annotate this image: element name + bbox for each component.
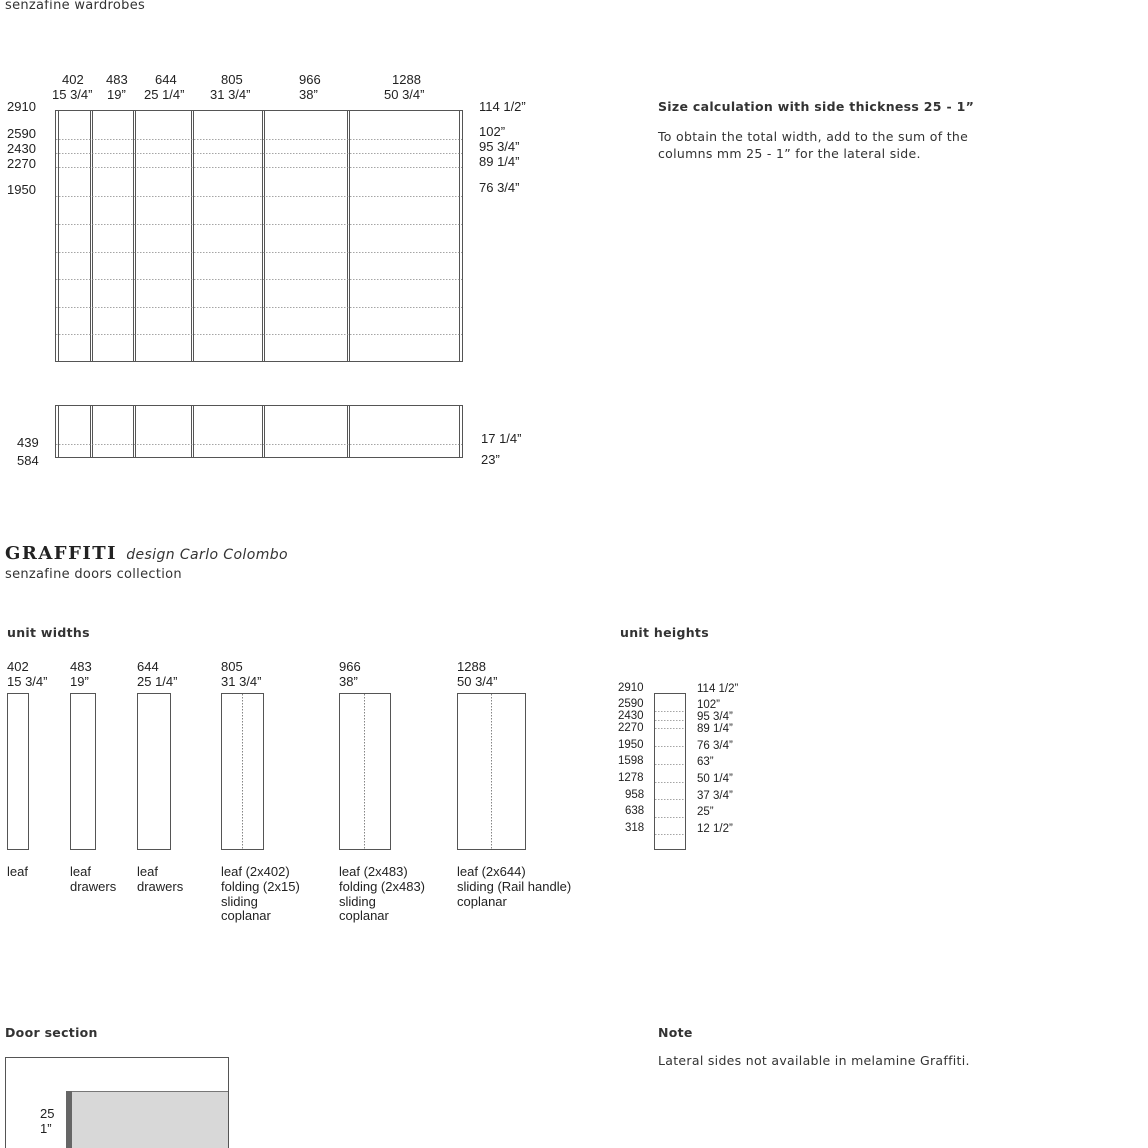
base-in-17: 17 1/4” bbox=[481, 431, 522, 446]
base-mm-439: 439 bbox=[17, 435, 39, 450]
col-966-mm: 966 bbox=[299, 72, 321, 87]
col-402-in: 15 3/4” bbox=[52, 87, 93, 102]
unit-805-mm: 805 bbox=[221, 659, 243, 674]
uh-in-114: 114 1/2” bbox=[697, 683, 739, 695]
unit-height-lines bbox=[655, 712, 685, 835]
uh-mm-1598: 1598 bbox=[618, 755, 644, 767]
unit-1288-label-1: leaf (2x644) bbox=[457, 864, 526, 879]
unit-split-lines bbox=[243, 694, 492, 849]
height-mm-1950: 1950 bbox=[7, 182, 36, 197]
height-in-95: 95 3/4” bbox=[479, 139, 520, 154]
col-644-mm: 644 bbox=[155, 72, 177, 87]
col-805-in: 31 3/4” bbox=[210, 87, 251, 102]
unit-width-drawings bbox=[8, 694, 526, 850]
unit-483-in: 19” bbox=[70, 674, 89, 689]
uh-in-50: 50 1/4” bbox=[697, 773, 733, 785]
unit-1288-in: 50 3/4” bbox=[457, 674, 498, 689]
height-in-102: 102” bbox=[479, 124, 506, 139]
col-483-mm: 483 bbox=[106, 72, 128, 87]
wardrobe-base-grid bbox=[56, 405, 463, 458]
height-mm-2430: 2430 bbox=[7, 141, 36, 156]
uh-in-95: 95 3/4” bbox=[697, 711, 733, 723]
unit-966-label-4: coplanar bbox=[339, 908, 389, 923]
unit-966-label-1: leaf (2x483) bbox=[339, 864, 408, 879]
unit-805-label-1: leaf (2x402) bbox=[221, 864, 290, 879]
door-section-heading: Door section bbox=[5, 1025, 98, 1040]
graffiti-subtitle: senzafine doors collection bbox=[5, 567, 182, 582]
uh-mm-2270: 2270 bbox=[618, 722, 644, 734]
unit-644-in: 25 1/4” bbox=[137, 674, 178, 689]
col-483-in: 19” bbox=[107, 87, 126, 102]
uh-mm-2430: 2430 bbox=[618, 710, 644, 722]
unit-1288-label-2: sliding (Rail handle) bbox=[457, 879, 572, 894]
uh-mm-1278: 1278 bbox=[618, 772, 644, 784]
door-section-drawing bbox=[6, 1058, 229, 1148]
wardrobes-subtitle: senzafine wardrobes bbox=[5, 0, 146, 13]
door-thickness-mm: 25 bbox=[40, 1106, 55, 1121]
unit-966-label-2: folding (2x483) bbox=[339, 879, 425, 894]
uh-mm-958: 958 bbox=[625, 789, 645, 801]
unit-483-mm: 483 bbox=[70, 659, 92, 674]
note-heading: Note bbox=[658, 1025, 693, 1040]
uh-mm-1950: 1950 bbox=[618, 739, 644, 751]
base-in-23: 23” bbox=[481, 452, 500, 467]
unit-483-label-1: leaf bbox=[70, 864, 91, 879]
unit-483-label-2: drawers bbox=[70, 879, 117, 894]
unit-805-label-3: sliding bbox=[221, 894, 258, 909]
height-in-114: 114 1/2” bbox=[479, 99, 526, 114]
col-644-in: 25 1/4” bbox=[144, 87, 185, 102]
unit-805-label-4: coplanar bbox=[221, 908, 271, 923]
wardrobe-grid bbox=[56, 110, 463, 362]
height-in-76: 76 3/4” bbox=[479, 180, 520, 195]
uh-mm-2590: 2590 bbox=[618, 698, 644, 710]
uh-in-102: 102” bbox=[697, 699, 721, 711]
door-thickness-in: 1” bbox=[40, 1121, 52, 1136]
graffiti-designer: design Carlo Colombo bbox=[126, 547, 288, 563]
unit-966-label-3: sliding bbox=[339, 894, 376, 909]
unit-402-label: leaf bbox=[7, 864, 28, 879]
size-calc-title: Size calculation with side thickness 25 - 1” bbox=[658, 99, 975, 114]
unit-1288-label-3: coplanar bbox=[457, 894, 507, 909]
height-in-89: 89 1/4” bbox=[479, 154, 520, 169]
height-mm-2910: 2910 bbox=[7, 99, 36, 114]
col-966-in: 38” bbox=[299, 87, 318, 102]
unit-805-in: 31 3/4” bbox=[221, 674, 262, 689]
uh-in-63: 63” bbox=[697, 756, 714, 768]
graffiti-header bbox=[5, 543, 288, 564]
height-mm-2590: 2590 bbox=[7, 126, 36, 141]
uh-in-25: 25” bbox=[697, 806, 714, 818]
unit-widths-heading: unit widths bbox=[7, 625, 90, 640]
height-mm-2270: 2270 bbox=[7, 156, 36, 171]
unit-402-in: 15 3/4” bbox=[7, 674, 48, 689]
col-402-mm: 402 bbox=[62, 72, 84, 87]
base-mm-584: 584 bbox=[17, 453, 39, 468]
unit-966-mm: 966 bbox=[339, 659, 361, 674]
unit-1288-mm: 1288 bbox=[457, 659, 486, 674]
uh-mm-2910: 2910 bbox=[618, 682, 644, 694]
uh-in-37: 37 3/4” bbox=[697, 790, 733, 802]
uh-in-12: 12 1/2” bbox=[697, 823, 733, 835]
unit-805-label-2: folding (2x15) bbox=[221, 879, 300, 894]
unit-644-label-1: leaf bbox=[137, 864, 158, 879]
graffiti-title: GRAFFITI bbox=[5, 543, 118, 564]
wardrobe-height-lines bbox=[56, 140, 462, 335]
unit-402-mm: 402 bbox=[7, 659, 29, 674]
col-1288-mm: 1288 bbox=[392, 72, 421, 87]
uh-in-76: 76 3/4” bbox=[697, 740, 733, 752]
unit-height-box bbox=[655, 694, 686, 850]
col-1288-in: 50 3/4” bbox=[384, 87, 425, 102]
size-calc-line1: To obtain the total width, add to the sum of the bbox=[658, 129, 969, 144]
unit-heights-heading: unit heights bbox=[620, 625, 709, 640]
unit-644-label-2: drawers bbox=[137, 879, 184, 894]
uh-in-89: 89 1/4” bbox=[697, 723, 733, 735]
uh-mm-638: 638 bbox=[625, 805, 645, 817]
note-text: Lateral sides not available in melamine Graffiti. bbox=[658, 1053, 970, 1068]
size-calc-line2: columns mm 25 - 1” for the lateral side. bbox=[658, 146, 921, 161]
unit-966-in: 38” bbox=[339, 674, 358, 689]
unit-644-mm: 644 bbox=[137, 659, 159, 674]
col-805-mm: 805 bbox=[221, 72, 243, 87]
uh-mm-318: 318 bbox=[625, 822, 645, 834]
